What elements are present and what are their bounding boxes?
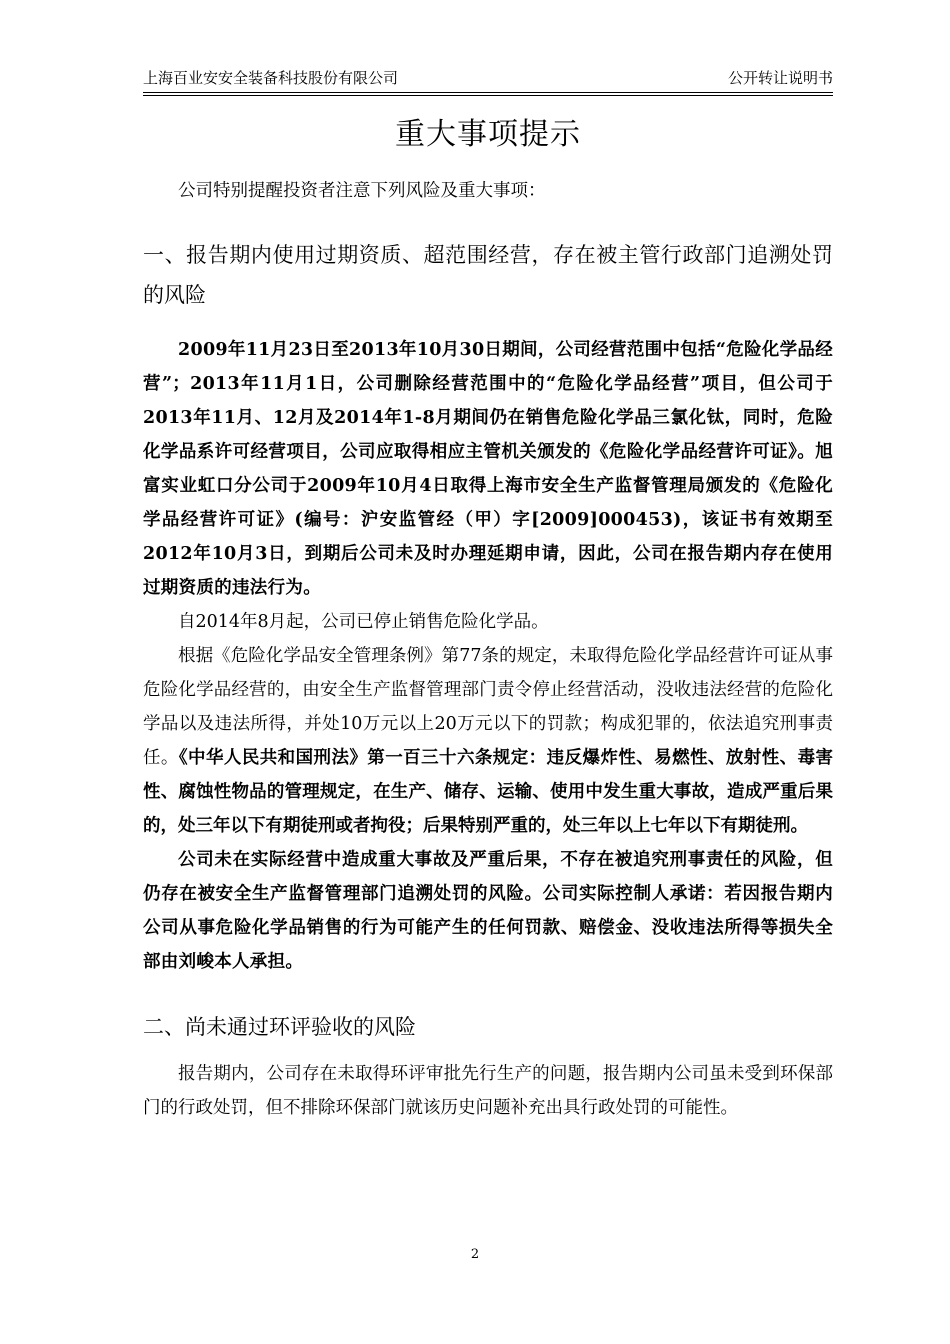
section-1-paragraph-1: 2009年11月23日至2013年10月30日期间，公司经营范围中包括“危险化学品经营”；2013年11月1日，公司删除经营范围中的“危险化学品经营”项目，但公司于2013年11月、12月及2014年1-8月期间仍在销售危险化学品三氯化钛，同时，危险化学品系许可经营项目，公司应取得相应主管机关颁发的《危险化学品经营许可证》。旭富实业虹口分公司于2009年10月4日取得上海市安全生产监督管理局颁发的《危险化学品经营许可证》(编号：沪安监管经（甲）字[2009]000453)，该证书有效期至2012年10月3日，到期后公司未及时办理延期申请，因此，公司在报告期内存在使用过期资质的违法行为。 — [143, 340, 833, 598]
regulation-citation-text: 根据《危险化学品安全管理条例》第77条的规定，未取得危险化学品经营许可证从事危险化学品经营的，由安全生产监督管理部门责令停止经营活动，没收违法经营的危险化学品以及违法所得，并处10万元以上20万元以下的罚款；构成犯罪的，依法追究刑事责任。 — [143, 646, 833, 768]
section-2-paragraph-1: 报告期内，公司存在未取得环评审批先行生产的问题，报告期内公司虽未受到环保部门的行政处罚，但不排除环保部门就该历史问题补充出具行政处罚的可能性。 — [143, 1064, 833, 1118]
header-company-name: 上海百业安安全装备科技股份有限公司 — [143, 69, 399, 87]
section-1-heading: 一、报告期内使用过期资质、超范围经营，存在被主管行政部门追溯处罚的风险 — [143, 243, 833, 307]
section-2-heading: 二、尚未通过环评验收的风险 — [143, 1015, 416, 1039]
section-1-paragraph-4: 公司未在实际经营中造成重大事故及严重后果，不存在被追究刑事责任的风险，但仍存在被安全生产监督管理部门追溯处罚的风险。公司实际控制人承诺：若因报告期内公司从事危险化学品销售的行为可能产生的任何罚款、赔偿金、没收违法所得等损失全部由刘峻本人承担。 — [143, 850, 833, 972]
header-document-type: 公开转让说明书 — [727, 69, 833, 87]
section-1-paragraph-3 — [143, 639, 833, 843]
document-body — [143, 174, 833, 1125]
page-header — [143, 66, 833, 93]
section-1-paragraph-2: 自2014年8月起，公司已停止销售危险化学品。 — [178, 612, 549, 632]
intro-paragraph: 公司特别提醒投资者注意下列风险及重大事项： — [178, 181, 546, 201]
page-title: 重大事项提示 — [395, 117, 581, 152]
page-number: 2 — [470, 1247, 480, 1262]
criminal-law-citation-text: 《中华人民共和国刑法》第一百三十六条规定：违反爆炸性、易燃性、放射性、毒害性、腐蚀性物品的管理规定，在生产、储存、运输、使用中发生重大事故，造成严重后果的，处三年以下有期徒刑或者拘役；后果特别严重的，处三年以上七年以下有期徒刑。 — [143, 748, 834, 836]
